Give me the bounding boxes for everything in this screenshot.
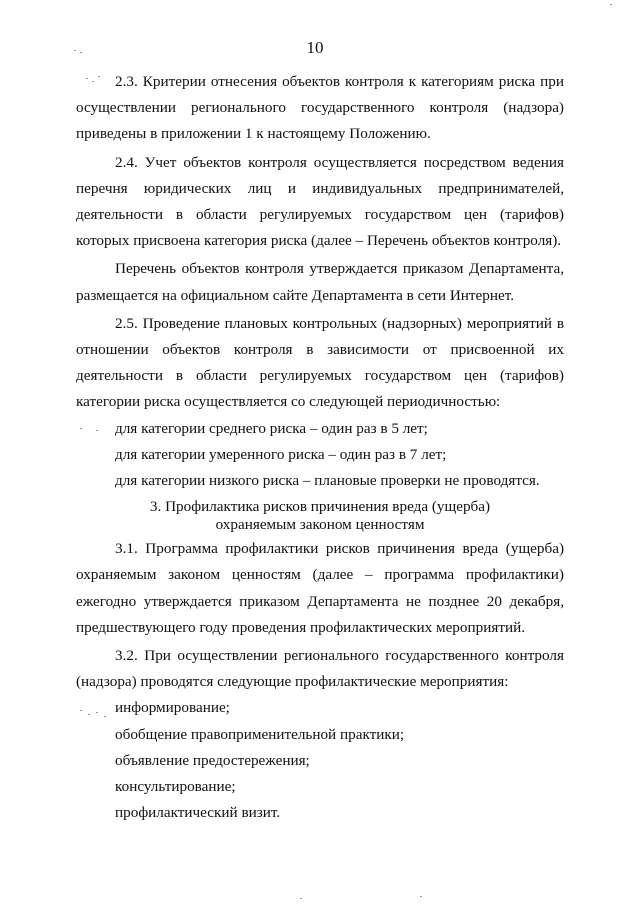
section-heading-line1: 3. Профилактика рисков причинения вреда (ущерба): [149, 498, 491, 516]
list-item: консультирование;: [115, 778, 236, 796]
paragraph-2-3: 2.3. Критерии отнесения объектов контроля к категориям риска при осуществлении регионального государственного контроля (надзора) приведены в приложении 1 к настоящему Положению.: [76, 73, 564, 143]
scan-speck: [96, 712, 98, 713]
scan-speck: [300, 898, 302, 899]
scan-speck: [92, 81, 94, 82]
paragraph-list-approval: Перечень объектов контроля утверждается приказом Департамента, размещается на официальном сайте Департамента в сети Интернет.: [76, 260, 564, 304]
list-item: для категории среднего риска – один раз в 5 лет;: [115, 419, 428, 437]
scan-speck: [80, 52, 82, 53]
list-item: объявление предостережения;: [115, 751, 310, 769]
scan-speck: [80, 710, 82, 711]
list-item: профилактический визит.: [115, 804, 281, 822]
scan-speck: [420, 896, 422, 897]
scan-speck: [98, 76, 100, 77]
paragraph-3-2: 3.2. При осуществлении регионального государственного контроля (надзора) проводятся следующие профилактические мероприятия:: [76, 647, 564, 691]
section-heading-line2: охраняемым законом ценностям: [215, 516, 425, 534]
scan-speck: [80, 428, 82, 429]
periodicity-list: [76, 416, 564, 495]
list-item: для категории умеренного риска – один раз в 7 лет;: [115, 445, 447, 463]
list-item: для категории низкого риска – плановые проверки не проводятся.: [115, 472, 540, 490]
paragraph-2-5: 2.5. Проведение плановых контрольных (надзорных) мероприятий в отношении объектов контроля в зависимости от присвоенной их деятельности в области регулируемых государством цен (тарифов) категории риска осуществляется со следующей периодичностью:: [76, 314, 564, 411]
scan-speck: [88, 714, 90, 715]
page-number: 10: [306, 38, 324, 57]
measures-list: [76, 695, 564, 826]
section-heading: [76, 498, 564, 534]
scan-speck: [610, 4, 612, 5]
document-body: [76, 69, 564, 826]
list-item: информирование;: [115, 699, 230, 717]
scan-speck: [86, 78, 88, 79]
paragraph-3-1: 3.1. Программа профилактики рисков причинения вреда (ущерба) охраняемым законом ценностям (далее – программа профилактики) ежегодно утверждается приказом Департамента не позднее 20 декабря, предшествующего году проведения профилактических мероприятий.: [76, 540, 564, 636]
scan-speck: [96, 430, 98, 431]
paragraph-2-4: 2.4. Учет объектов контроля осуществляется посредством ведения перечня юридических лиц и индивидуальных предпринимателей, деятельности в области регулируемых государством цен (тарифов) которых присвоена категория риска (далее – Перечень объектов контроля).: [76, 153, 564, 250]
scan-speck: [74, 50, 76, 51]
scan-speck: [104, 716, 106, 717]
list-item: обобщение правоприменительной практики;: [115, 725, 405, 743]
